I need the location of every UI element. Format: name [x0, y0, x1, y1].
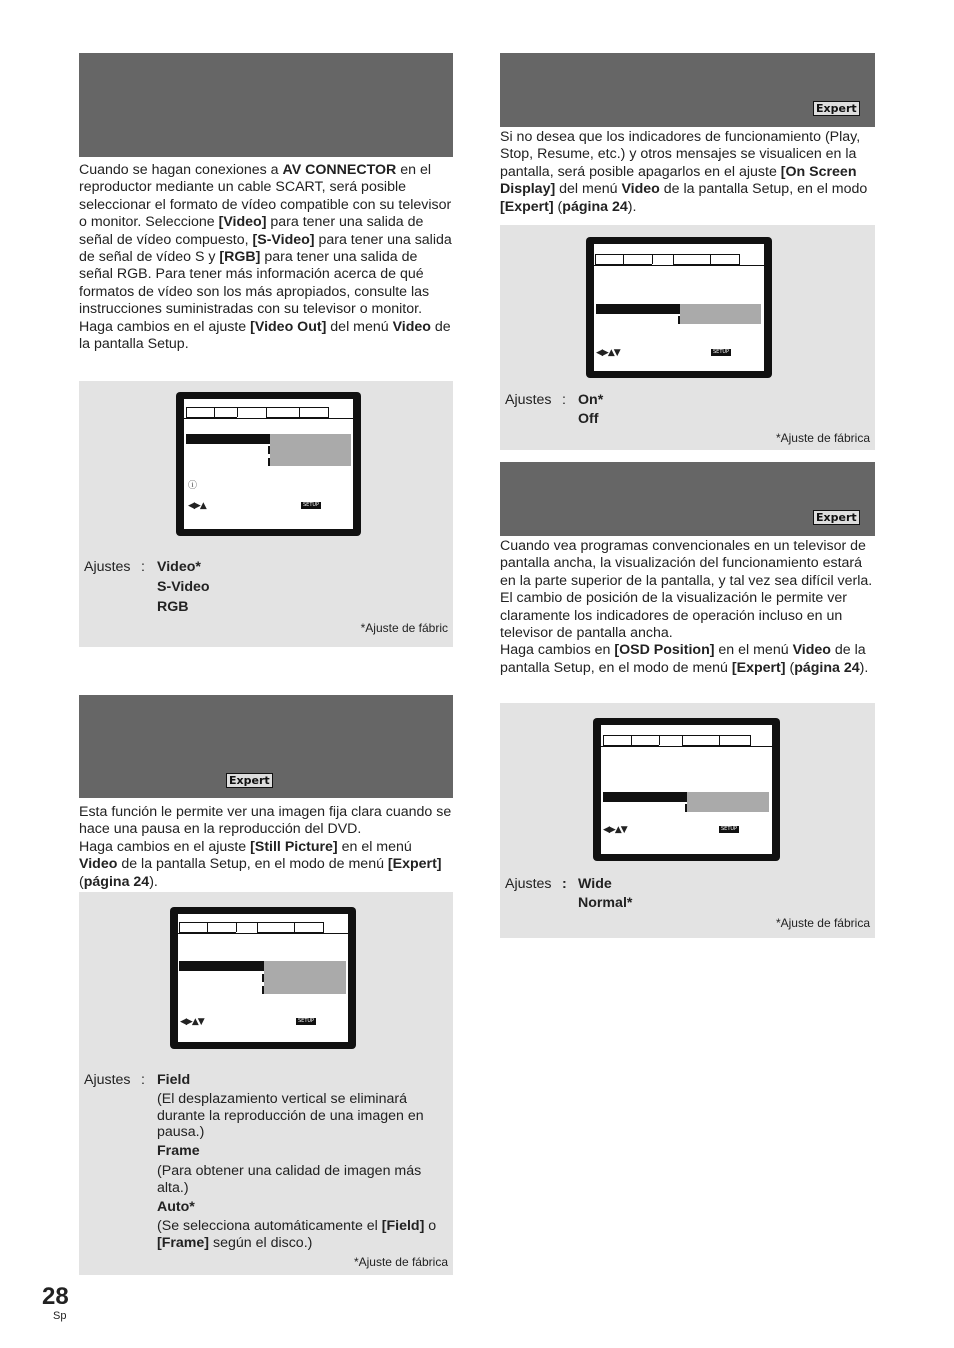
options-box	[687, 792, 769, 812]
setting-value: Auto*	[157, 1199, 195, 1215]
still-picture-body: Esta función le permite ver una imagen fija clara cuando se hace una pausa en la reproducción del DVD. Haga cambios en el ajuste [Still Picture] en el menú Video de la pantalla Setup, en el modo de menú [Expert] (página 24).	[79, 804, 452, 890]
menu-tabs	[179, 922, 324, 932]
page-language: Sp	[53, 1310, 67, 1322]
menu-tabs	[186, 407, 329, 417]
info-icon: ⓘ	[188, 481, 197, 491]
setting-value: Field	[157, 1072, 191, 1088]
selected-row	[596, 304, 678, 314]
osd-position-panel	[500, 703, 875, 938]
video-out-panel	[79, 381, 453, 647]
settings-label: Ajustes	[84, 1072, 131, 1088]
navigation-arrows-icon: ◀▶▲▼	[180, 1017, 204, 1027]
section-header-still-picture	[79, 695, 453, 798]
setting-description: (Para obtener una calidad de imagen más alta.)	[157, 1163, 422, 1196]
page-number: 28	[42, 1283, 69, 1310]
factory-default-note: *Ajuste de fábric	[360, 621, 448, 635]
setup-screen	[593, 718, 780, 861]
menu-tabs	[595, 254, 740, 264]
factory-default-note: *Ajuste de fábrica	[775, 431, 870, 445]
menu-tabs	[603, 735, 751, 745]
navigation-arrows-icon: ◀▶▲▼	[603, 825, 627, 835]
setting-value: RGB	[157, 599, 189, 615]
expert-badge: Expert	[226, 773, 273, 788]
setting-value: On*	[578, 392, 604, 408]
on-screen-display-panel	[500, 225, 875, 450]
options-box	[270, 434, 351, 466]
setting-description: (Se selecciona automáticamente el [Field] o [Frame] según el disco.)	[157, 1218, 437, 1251]
navigation-arrows-icon: ◀▶▲▼	[596, 348, 620, 358]
selected-row	[179, 961, 262, 971]
video-out-body: Cuando se hagan conexiones a AV CONNECTOR en el reproductor mediante un cable SCART, será posible seleccionar el formato de vídeo compatible con su televisor o monitor. Seleccione [Video] para tener una salida de señal de vídeo compuesto, [S-Video] para tener una salida de señal de vídeo S y [RGB] para tener una salida de señal RGB. Para tener más información acerca de qué formatos de vídeo son los más apropiados, consulte las instrucciones suministradas con su televisor o monitor. Haga cambios en el ajuste [Video Out] del menú Video de la pantalla Setup.	[79, 162, 452, 353]
settings-label: Ajustes	[505, 876, 552, 892]
setup-screen	[586, 237, 772, 378]
settings-label: Ajustes	[84, 559, 131, 575]
selected-row	[603, 792, 685, 802]
setup-screen	[176, 392, 361, 536]
setting-value: Wide	[578, 876, 612, 892]
setup-badge: SETUP	[713, 349, 730, 355]
setting-value: Off	[578, 411, 599, 427]
settings-colon: :	[562, 392, 566, 408]
on-screen-display-body: Si no desea que los indicadores de funcionamiento (Play, Stop, Resume, etc.) y otros mensajes se visualicen en la pantalla, será posible apagarlos en el ajuste [On Screen Display] del menú Video de la pantalla Setup, en el modo [Expert] (página 24).	[500, 129, 868, 215]
setup-badge: SETUP	[298, 1018, 315, 1024]
expert-badge: Expert	[813, 510, 860, 525]
section-header-osd-position	[500, 462, 875, 536]
settings-label: Ajustes	[505, 392, 552, 408]
factory-default-note: *Ajuste de fábrica	[775, 916, 870, 930]
settings-colon: :	[141, 559, 145, 575]
setting-value: Normal*	[578, 895, 633, 911]
setting-description: (El desplazamiento vertical se eliminará durante la reproducción de una imagen en pausa.)	[157, 1091, 424, 1140]
expert-badge: Expert	[813, 101, 860, 116]
selected-row	[186, 434, 268, 444]
still-picture-panel	[79, 892, 453, 1275]
settings-colon: :	[141, 1072, 145, 1088]
options-box	[264, 961, 346, 994]
setup-badge: SETUP	[303, 502, 320, 508]
setting-value: Video*	[157, 559, 201, 575]
factory-default-note: *Ajuste de fábrica	[353, 1255, 448, 1269]
setting-value: Frame	[157, 1143, 200, 1159]
setup-screen	[170, 907, 356, 1049]
navigation-arrows-icon: ◀▶▲	[188, 501, 206, 511]
setting-value: S-Video	[157, 579, 210, 595]
section-header-on-screen-display	[500, 53, 875, 127]
section-header-video-out	[79, 53, 453, 157]
options-box	[680, 304, 761, 324]
osd-position-body: Cuando vea programas convencionales en un televisor de pantalla ancha, la visualización del funcionamiento estará en la parte superior de la pantalla, y tal vez sea difícil verla. El cambio de posición de la visualización le permite ver claramente los indicadores de operación incluso en un televisor de pantalla ancha. Haga cambios en [OSD Position] en el menú Video de la pantalla Setup, en el modo de menú [Expert] (página 24).	[500, 538, 873, 676]
settings-colon: :	[562, 876, 567, 892]
setup-badge: SETUP	[721, 826, 738, 832]
